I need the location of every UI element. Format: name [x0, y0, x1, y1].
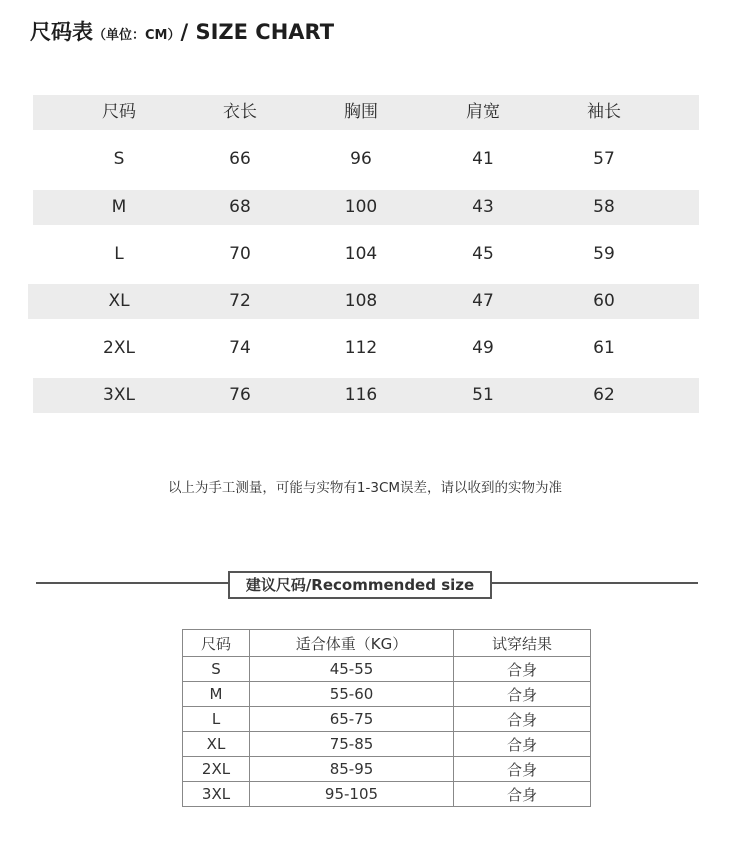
- rec-result-cell: 合身: [454, 657, 591, 682]
- rec-weight-cell: 85-95: [250, 757, 454, 782]
- rec-header-cell: 试穿结果: [454, 630, 591, 657]
- shoulder-cell: 51: [472, 385, 494, 405]
- rec-result-cell: 合身: [454, 757, 591, 782]
- title-unit: （单位：CM）: [93, 28, 181, 43]
- table-row: [183, 682, 591, 707]
- sleeve-cell: 57: [593, 149, 615, 169]
- size-header-cell: 衣长: [223, 102, 257, 122]
- size-cell: L: [114, 244, 124, 264]
- sleeve-cell: 59: [593, 244, 615, 264]
- rec-size-cell: 2XL: [183, 757, 250, 782]
- sleeve-cell: 60: [593, 291, 615, 311]
- table-row: [33, 237, 699, 272]
- rec-weight-cell: 55-60: [250, 682, 454, 707]
- size-header-cell: 尺码: [102, 102, 136, 122]
- size-cell: 3XL: [103, 385, 135, 405]
- length-cell: 76: [229, 385, 251, 405]
- table-row: [33, 378, 699, 413]
- table-row: [183, 732, 591, 757]
- rec-weight-cell: 65-75: [250, 707, 454, 732]
- divider-left: [36, 582, 228, 584]
- rec-header-cell: 尺码: [183, 630, 250, 657]
- shoulder-cell: 45: [472, 244, 494, 264]
- size-header-cell: 胸围: [344, 102, 378, 122]
- recommended-heading: 建议尺码/Recommended size: [228, 571, 492, 599]
- size-cell: M: [111, 197, 127, 217]
- table-row: [183, 782, 591, 807]
- rec-size-cell: XL: [183, 732, 250, 757]
- recommended-header-row: [183, 630, 591, 657]
- chest-cell: 108: [344, 291, 378, 311]
- shoulder-cell: 49: [472, 338, 494, 358]
- sleeve-cell: 62: [593, 385, 615, 405]
- page-title: [30, 16, 334, 48]
- chest-cell: 104: [344, 244, 378, 264]
- rec-result-cell: 合身: [454, 707, 591, 732]
- title-suffix: / SIZE CHART: [180, 20, 335, 44]
- size-header-row: [33, 95, 699, 130]
- size-header-cell: 肩宽: [466, 102, 500, 122]
- table-row: [33, 331, 699, 366]
- rec-size-cell: 3XL: [183, 782, 250, 807]
- rec-result-cell: 合身: [454, 682, 591, 707]
- table-row: [33, 142, 699, 177]
- rec-weight-cell: 95-105: [250, 782, 454, 807]
- divider-right: [492, 582, 698, 584]
- shoulder-cell: 43: [472, 197, 494, 217]
- size-cell: S: [113, 149, 125, 169]
- shoulder-cell: 47: [472, 291, 494, 311]
- length-cell: 72: [229, 291, 251, 311]
- table-row: [33, 190, 699, 225]
- sleeve-cell: 58: [593, 197, 615, 217]
- length-cell: 66: [229, 149, 251, 169]
- length-cell: 74: [229, 338, 251, 358]
- recommended-size-table: [182, 629, 591, 807]
- chest-cell: 100: [344, 197, 378, 217]
- rec-size-cell: M: [183, 682, 250, 707]
- size-cell: 2XL: [103, 338, 135, 358]
- length-cell: 68: [229, 197, 251, 217]
- chest-cell: 96: [350, 149, 372, 169]
- chest-cell: 112: [344, 338, 378, 358]
- size-cell: XL: [108, 291, 130, 311]
- chest-cell: 116: [344, 385, 378, 405]
- measurement-note: 以上为手工测量，可能与实物有1-3CM误差，请以收到的实物为准: [167, 480, 563, 496]
- rec-size-cell: L: [183, 707, 250, 732]
- title-main: 尺码表: [30, 20, 93, 44]
- rec-weight-cell: 45-55: [250, 657, 454, 682]
- table-row: [28, 284, 699, 319]
- length-cell: 70: [229, 244, 251, 264]
- shoulder-cell: 41: [472, 149, 494, 169]
- rec-result-cell: 合身: [454, 732, 591, 757]
- rec-size-cell: S: [183, 657, 250, 682]
- rec-result-cell: 合身: [454, 782, 591, 807]
- sleeve-cell: 61: [593, 338, 615, 358]
- rec-weight-cell: 75-85: [250, 732, 454, 757]
- size-header-cell: 袖长: [587, 102, 621, 122]
- table-row: [183, 757, 591, 782]
- rec-header-cell: 适合体重（KG）: [250, 630, 454, 657]
- table-row: [183, 657, 591, 682]
- table-row: [183, 707, 591, 732]
